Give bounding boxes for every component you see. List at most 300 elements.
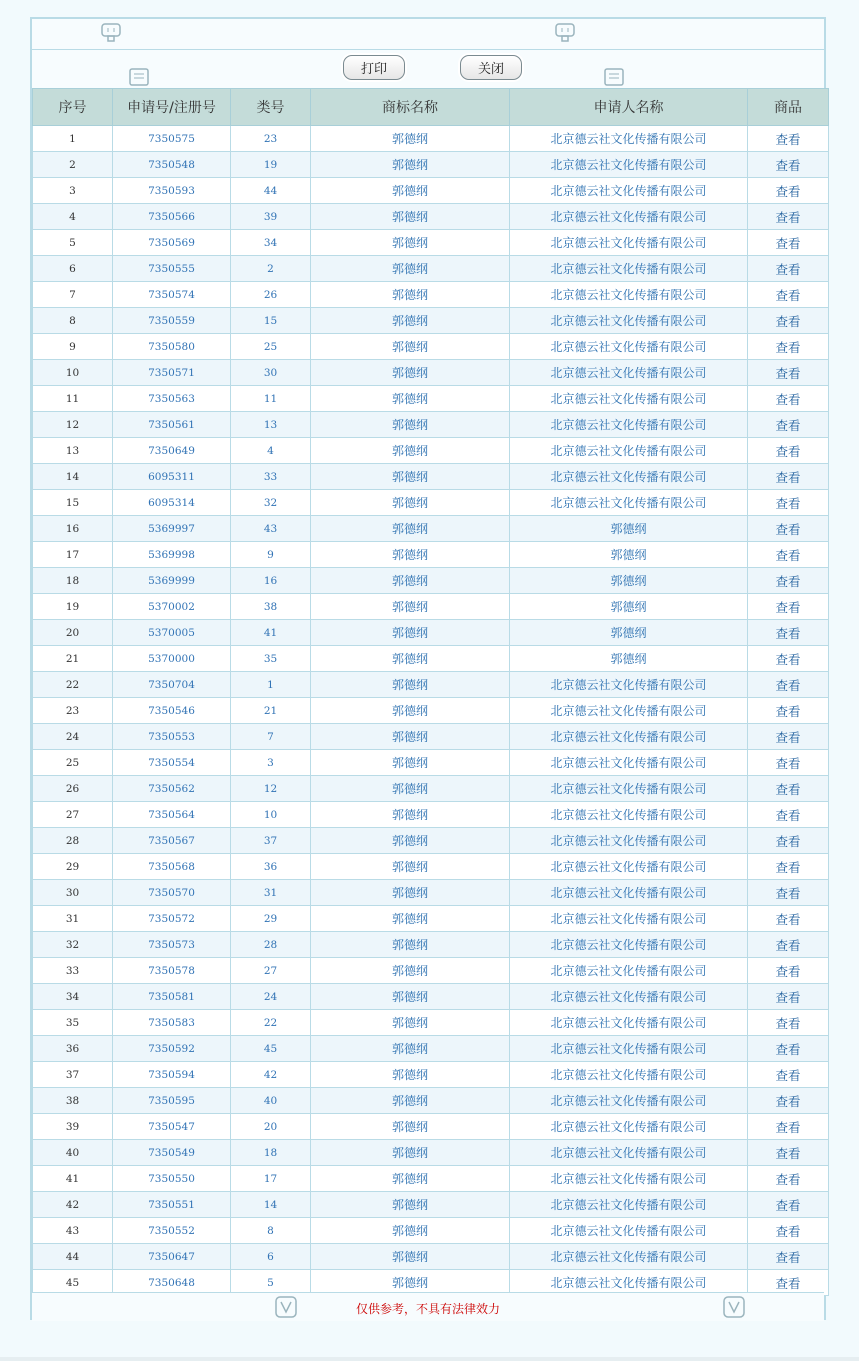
class-number: 25 <box>231 334 311 360</box>
row-index: 37 <box>33 1062 113 1088</box>
decorative-seal-icon <box>100 22 122 42</box>
header-applicant: 申请人名称 <box>510 89 748 126</box>
view-goods-link[interactable]: 查看 <box>748 1036 829 1062</box>
class-number: 26 <box>231 282 311 308</box>
applicant-name-link[interactable]: 郭德纲 <box>510 646 748 672</box>
view-goods-link[interactable]: 查看 <box>748 568 829 594</box>
applicant-name-link[interactable]: 北京德云社文化传播有限公司 <box>510 1062 748 1088</box>
row-index: 36 <box>33 1036 113 1062</box>
view-goods-link[interactable]: 查看 <box>748 542 829 568</box>
view-goods-link[interactable]: 查看 <box>748 152 829 178</box>
table-row <box>33 620 829 646</box>
class-number: 44 <box>231 178 311 204</box>
reg-number-link[interactable]: 7350593 <box>113 178 231 204</box>
reg-number-link[interactable]: 7350647 <box>113 1244 231 1270</box>
table-row <box>33 1140 829 1166</box>
view-goods-link[interactable]: 查看 <box>748 1088 829 1114</box>
result-frame <box>30 17 826 1320</box>
applicant-name-link[interactable]: 北京德云社文化传播有限公司 <box>510 152 748 178</box>
mark-name-link[interactable]: 郭德纲 <box>311 828 510 854</box>
applicant-name-link[interactable]: 北京德云社文化传播有限公司 <box>510 178 748 204</box>
header-reg-no: 申请号/注册号 <box>113 89 231 126</box>
reg-number-link[interactable]: 7350573 <box>113 932 231 958</box>
view-goods-link[interactable]: 查看 <box>748 308 829 334</box>
mark-name-link[interactable]: 郭德纲 <box>311 802 510 828</box>
reg-number-link[interactable]: 7350575 <box>113 126 231 152</box>
class-number: 38 <box>231 594 311 620</box>
table-row <box>33 594 829 620</box>
row-index: 35 <box>33 1010 113 1036</box>
row-index: 45 <box>33 1270 113 1296</box>
reg-number-link[interactable]: 5369999 <box>113 568 231 594</box>
table-row <box>33 802 829 828</box>
mark-name-link[interactable]: 郭德纲 <box>311 1010 510 1036</box>
view-goods-link[interactable]: 查看 <box>748 464 829 490</box>
view-goods-link[interactable]: 查看 <box>748 412 829 438</box>
class-number: 40 <box>231 1088 311 1114</box>
applicant-name-link[interactable]: 北京德云社文化传播有限公司 <box>510 672 748 698</box>
applicant-name-link[interactable]: 北京德云社文化传播有限公司 <box>510 282 748 308</box>
mark-name-link[interactable]: 郭德纲 <box>311 646 510 672</box>
view-goods-link[interactable]: 查看 <box>748 620 829 646</box>
mark-name-link[interactable]: 郭德纲 <box>311 126 510 152</box>
class-number: 18 <box>231 1140 311 1166</box>
view-goods-link[interactable]: 查看 <box>748 802 829 828</box>
applicant-name-link[interactable]: 郭德纲 <box>510 620 748 646</box>
mark-name-link[interactable]: 郭德纲 <box>311 282 510 308</box>
table-row <box>33 776 829 802</box>
row-index: 10 <box>33 360 113 386</box>
view-goods-link[interactable]: 查看 <box>748 334 829 360</box>
view-goods-link[interactable]: 查看 <box>748 1244 829 1270</box>
reg-number-link[interactable]: 7350648 <box>113 1270 231 1296</box>
table-row <box>33 490 829 516</box>
reg-number-link[interactable]: 7350550 <box>113 1166 231 1192</box>
view-goods-link[interactable]: 查看 <box>748 282 829 308</box>
applicant-name-link[interactable]: 北京德云社文化传播有限公司 <box>510 1114 748 1140</box>
class-number: 31 <box>231 880 311 906</box>
applicant-name-link[interactable]: 郭德纲 <box>510 568 748 594</box>
table-row <box>33 178 829 204</box>
reg-number-link[interactable]: 7350594 <box>113 1062 231 1088</box>
reg-number-link[interactable]: 7350574 <box>113 282 231 308</box>
view-goods-link[interactable]: 查看 <box>748 958 829 984</box>
reg-number-link[interactable]: 7350564 <box>113 802 231 828</box>
row-index: 1 <box>33 126 113 152</box>
mark-name-link[interactable]: 郭德纲 <box>311 490 510 516</box>
applicant-name-link[interactable]: 北京德云社文化传播有限公司 <box>510 1192 748 1218</box>
reg-number-link[interactable]: 7350649 <box>113 438 231 464</box>
class-number: 4 <box>231 438 311 464</box>
row-index: 4 <box>33 204 113 230</box>
view-goods-link[interactable]: 查看 <box>748 360 829 386</box>
class-number: 12 <box>231 776 311 802</box>
reg-number-link[interactable]: 7350559 <box>113 308 231 334</box>
reg-number-link[interactable]: 6095311 <box>113 464 231 490</box>
table-row <box>33 204 829 230</box>
reg-number-link[interactable]: 6095314 <box>113 490 231 516</box>
reg-number-link[interactable]: 7350704 <box>113 672 231 698</box>
mark-name-link[interactable]: 郭德纲 <box>311 620 510 646</box>
reg-number-link[interactable]: 7350578 <box>113 958 231 984</box>
applicant-name-link[interactable]: 北京德云社文化传播有限公司 <box>510 464 748 490</box>
applicant-name-link[interactable]: 北京德云社文化传播有限公司 <box>510 1218 748 1244</box>
view-goods-link[interactable]: 查看 <box>748 516 829 542</box>
table-row <box>33 1088 829 1114</box>
row-index: 18 <box>33 568 113 594</box>
footer-strip <box>32 1292 824 1321</box>
view-goods-link[interactable]: 查看 <box>748 828 829 854</box>
reg-number-link[interactable]: 7350549 <box>113 1140 231 1166</box>
decorative-seal-icon <box>722 1295 746 1319</box>
class-number: 2 <box>231 256 311 282</box>
mark-name-link[interactable]: 郭德纲 <box>311 204 510 230</box>
class-number: 5 <box>231 1270 311 1296</box>
row-index: 33 <box>33 958 113 984</box>
close-button[interactable]: 关闭 <box>460 55 522 80</box>
mark-name-link[interactable]: 郭德纲 <box>311 1062 510 1088</box>
mark-name-link[interactable]: 郭德纲 <box>311 386 510 412</box>
row-index: 11 <box>33 386 113 412</box>
table-row <box>33 360 829 386</box>
table-row <box>33 542 829 568</box>
view-goods-link[interactable]: 查看 <box>748 880 829 906</box>
applicant-name-link[interactable]: 北京德云社文化传播有限公司 <box>510 256 748 282</box>
table-row <box>33 126 829 152</box>
row-index: 23 <box>33 698 113 724</box>
view-goods-link[interactable]: 查看 <box>748 1270 829 1296</box>
mark-name-link[interactable]: 郭德纲 <box>311 256 510 282</box>
view-goods-link[interactable]: 查看 <box>748 204 829 230</box>
mark-name-link[interactable]: 郭德纲 <box>311 1218 510 1244</box>
applicant-name-link[interactable]: 郭德纲 <box>510 594 748 620</box>
view-goods-link[interactable]: 查看 <box>748 178 829 204</box>
reg-number-link[interactable]: 7350566 <box>113 204 231 230</box>
row-index: 15 <box>33 490 113 516</box>
row-index: 17 <box>33 542 113 568</box>
mark-name-link[interactable]: 郭德纲 <box>311 932 510 958</box>
mark-name-link[interactable]: 郭德纲 <box>311 334 510 360</box>
mark-name-link[interactable]: 郭德纲 <box>311 178 510 204</box>
class-number: 19 <box>231 152 311 178</box>
table-row <box>33 1166 829 1192</box>
mark-name-link[interactable]: 郭德纲 <box>311 594 510 620</box>
applicant-name-link[interactable]: 北京德云社文化传播有限公司 <box>510 906 748 932</box>
mark-name-link[interactable]: 郭德纲 <box>311 1166 510 1192</box>
row-index: 20 <box>33 620 113 646</box>
table-row <box>33 1036 829 1062</box>
class-number: 9 <box>231 542 311 568</box>
applicant-name-link[interactable]: 北京德云社文化传播有限公司 <box>510 204 748 230</box>
reg-number-link[interactable]: 7350569 <box>113 230 231 256</box>
table-row <box>33 646 829 672</box>
class-number: 14 <box>231 1192 311 1218</box>
row-index: 38 <box>33 1088 113 1114</box>
view-goods-link[interactable]: 查看 <box>748 1140 829 1166</box>
view-goods-link[interactable]: 查看 <box>748 854 829 880</box>
reg-number-link[interactable]: 7350572 <box>113 906 231 932</box>
mark-name-link[interactable]: 郭德纲 <box>311 1244 510 1270</box>
row-index: 29 <box>33 854 113 880</box>
class-number: 11 <box>231 386 311 412</box>
applicant-name-link[interactable]: 郭德纲 <box>510 516 748 542</box>
mark-name-link[interactable]: 郭德纲 <box>311 1036 510 1062</box>
applicant-name-link[interactable]: 北京德云社文化传播有限公司 <box>510 724 748 750</box>
applicant-name-link[interactable]: 北京德云社文化传播有限公司 <box>510 230 748 256</box>
mark-name-link[interactable]: 郭德纲 <box>311 412 510 438</box>
applicant-name-link[interactable]: 北京德云社文化传播有限公司 <box>510 1036 748 1062</box>
reg-number-link[interactable]: 7350555 <box>113 256 231 282</box>
view-goods-link[interactable]: 查看 <box>748 1114 829 1140</box>
applicant-name-link[interactable]: 北京德云社文化传播有限公司 <box>510 854 748 880</box>
applicant-name-link[interactable]: 北京德云社文化传播有限公司 <box>510 1140 748 1166</box>
row-index: 26 <box>33 776 113 802</box>
applicant-name-link[interactable]: 北京德云社文化传播有限公司 <box>510 880 748 906</box>
view-goods-link[interactable]: 查看 <box>748 386 829 412</box>
class-number: 34 <box>231 230 311 256</box>
reg-number-link[interactable]: 5369998 <box>113 542 231 568</box>
class-number: 23 <box>231 126 311 152</box>
class-number: 41 <box>231 620 311 646</box>
applicant-name-link[interactable]: 北京德云社文化传播有限公司 <box>510 1010 748 1036</box>
view-goods-link[interactable]: 查看 <box>748 1166 829 1192</box>
applicant-name-link[interactable]: 北京德云社文化传播有限公司 <box>510 334 748 360</box>
reg-number-link[interactable]: 7350547 <box>113 1114 231 1140</box>
mark-name-link[interactable]: 郭德纲 <box>311 1270 510 1296</box>
view-goods-link[interactable]: 查看 <box>748 698 829 724</box>
row-index: 12 <box>33 412 113 438</box>
class-number: 22 <box>231 1010 311 1036</box>
applicant-name-link[interactable]: 北京德云社文化传播有限公司 <box>510 438 748 464</box>
applicant-name-link[interactable]: 北京德云社文化传播有限公司 <box>510 932 748 958</box>
applicant-name-link[interactable]: 北京德云社文化传播有限公司 <box>510 776 748 802</box>
reg-number-link[interactable]: 7350562 <box>113 776 231 802</box>
applicant-name-link[interactable]: 北京德云社文化传播有限公司 <box>510 698 748 724</box>
row-index: 7 <box>33 282 113 308</box>
reg-number-link[interactable]: 7350568 <box>113 854 231 880</box>
view-goods-link[interactable]: 查看 <box>748 984 829 1010</box>
applicant-name-link[interactable]: 北京德云社文化传播有限公司 <box>510 490 748 516</box>
mark-name-link[interactable]: 郭德纲 <box>311 152 510 178</box>
applicant-name-link[interactable]: 北京德云社文化传播有限公司 <box>510 958 748 984</box>
reg-number-link[interactable]: 7350571 <box>113 360 231 386</box>
mark-name-link[interactable]: 郭德纲 <box>311 542 510 568</box>
mark-name-link[interactable]: 郭德纲 <box>311 906 510 932</box>
mark-name-link[interactable]: 郭德纲 <box>311 464 510 490</box>
mark-name-link[interactable]: 郭德纲 <box>311 516 510 542</box>
table-row <box>33 334 829 360</box>
view-goods-link[interactable]: 查看 <box>748 724 829 750</box>
class-number: 7 <box>231 724 311 750</box>
applicant-name-link[interactable]: 北京德云社文化传播有限公司 <box>510 828 748 854</box>
applicant-name-link[interactable]: 北京德云社文化传播有限公司 <box>510 1088 748 1114</box>
mark-name-link[interactable]: 郭德纲 <box>311 230 510 256</box>
view-goods-link[interactable]: 查看 <box>748 750 829 776</box>
view-goods-link[interactable]: 查看 <box>748 594 829 620</box>
reg-number-link[interactable]: 7350570 <box>113 880 231 906</box>
applicant-name-link[interactable]: 北京德云社文化传播有限公司 <box>510 412 748 438</box>
table-row <box>33 958 829 984</box>
applicant-name-link[interactable]: 北京德云社文化传播有限公司 <box>510 1270 748 1296</box>
class-number: 6 <box>231 1244 311 1270</box>
applicant-name-link[interactable]: 北京德云社文化传播有限公司 <box>510 750 748 776</box>
table-row <box>33 1244 829 1270</box>
mark-name-link[interactable]: 郭德纲 <box>311 724 510 750</box>
row-index: 3 <box>33 178 113 204</box>
reg-number-link[interactable]: 7350546 <box>113 698 231 724</box>
header-mark-name: 商标名称 <box>311 89 510 126</box>
view-goods-link[interactable]: 查看 <box>748 906 829 932</box>
applicant-name-link[interactable]: 北京德云社文化传播有限公司 <box>510 360 748 386</box>
row-index: 42 <box>33 1192 113 1218</box>
applicant-name-link[interactable]: 北京德云社文化传播有限公司 <box>510 126 748 152</box>
reg-number-link[interactable]: 7350551 <box>113 1192 231 1218</box>
view-goods-link[interactable]: 查看 <box>748 1062 829 1088</box>
row-index: 9 <box>33 334 113 360</box>
class-number: 30 <box>231 360 311 386</box>
row-index: 16 <box>33 516 113 542</box>
mark-name-link[interactable]: 郭德纲 <box>311 698 510 724</box>
mark-name-link[interactable]: 郭德纲 <box>311 958 510 984</box>
class-number: 8 <box>231 1218 311 1244</box>
view-goods-link[interactable]: 查看 <box>748 256 829 282</box>
class-number: 35 <box>231 646 311 672</box>
view-goods-link[interactable]: 查看 <box>748 672 829 698</box>
reg-number-link[interactable]: 7350561 <box>113 412 231 438</box>
class-number: 29 <box>231 906 311 932</box>
reg-number-link[interactable]: 7350548 <box>113 152 231 178</box>
row-index: 5 <box>33 230 113 256</box>
table-row <box>33 256 829 282</box>
reg-number-link[interactable]: 7350563 <box>113 386 231 412</box>
mark-name-link[interactable]: 郭德纲 <box>311 360 510 386</box>
header-class: 类号 <box>231 89 311 126</box>
applicant-name-link[interactable]: 北京德云社文化传播有限公司 <box>510 1166 748 1192</box>
view-goods-link[interactable]: 查看 <box>748 932 829 958</box>
mark-name-link[interactable]: 郭德纲 <box>311 672 510 698</box>
mark-name-link[interactable]: 郭德纲 <box>311 1114 510 1140</box>
reg-number-link[interactable]: 5369997 <box>113 516 231 542</box>
disclaimer-text: 仅供参考，不具有法律效力 <box>355 1302 500 1316</box>
view-goods-link[interactable]: 查看 <box>748 1010 829 1036</box>
mark-name-link[interactable]: 郭德纲 <box>311 308 510 334</box>
applicant-name-link[interactable]: 北京德云社文化传播有限公司 <box>510 1244 748 1270</box>
view-goods-link[interactable]: 查看 <box>748 646 829 672</box>
reg-number-link[interactable]: 5370002 <box>113 594 231 620</box>
applicant-name-link[interactable]: 北京德云社文化传播有限公司 <box>510 308 748 334</box>
decorative-seal-icon <box>603 67 625 87</box>
row-index: 31 <box>33 906 113 932</box>
view-goods-link[interactable]: 查看 <box>748 1218 829 1244</box>
class-number: 27 <box>231 958 311 984</box>
reg-number-link[interactable]: 7350567 <box>113 828 231 854</box>
mark-name-link[interactable]: 郭德纲 <box>311 1140 510 1166</box>
row-index: 41 <box>33 1166 113 1192</box>
reg-number-link[interactable]: 5370005 <box>113 620 231 646</box>
table-row <box>33 1192 829 1218</box>
decorative-seal-icon <box>554 22 576 42</box>
class-number: 33 <box>231 464 311 490</box>
row-index: 21 <box>33 646 113 672</box>
view-goods-link[interactable]: 查看 <box>748 438 829 464</box>
applicant-name-link[interactable]: 北京德云社文化传播有限公司 <box>510 802 748 828</box>
row-index: 8 <box>33 308 113 334</box>
table-row <box>33 984 829 1010</box>
mark-name-link[interactable]: 郭德纲 <box>311 984 510 1010</box>
table-header-row <box>33 89 829 126</box>
table-row <box>33 906 829 932</box>
reg-number-link[interactable]: 7350580 <box>113 334 231 360</box>
row-index: 13 <box>33 438 113 464</box>
view-goods-link[interactable]: 查看 <box>748 230 829 256</box>
class-number: 15 <box>231 308 311 334</box>
table-row <box>33 152 829 178</box>
view-goods-link[interactable]: 查看 <box>748 490 829 516</box>
class-number: 24 <box>231 984 311 1010</box>
table-row <box>33 724 829 750</box>
reg-number-link[interactable]: 5370000 <box>113 646 231 672</box>
reg-number-link[interactable]: 7350583 <box>113 1010 231 1036</box>
view-goods-link[interactable]: 查看 <box>748 126 829 152</box>
mark-name-link[interactable]: 郭德纲 <box>311 750 510 776</box>
row-index: 27 <box>33 802 113 828</box>
view-goods-link[interactable]: 查看 <box>748 776 829 802</box>
table-row <box>33 568 829 594</box>
table-row <box>33 516 829 542</box>
reg-number-link[interactable]: 7350554 <box>113 750 231 776</box>
print-button[interactable]: 打印 <box>343 55 405 80</box>
row-index: 2 <box>33 152 113 178</box>
mark-name-link[interactable]: 郭德纲 <box>311 438 510 464</box>
class-number: 20 <box>231 1114 311 1140</box>
mark-name-link[interactable]: 郭德纲 <box>311 854 510 880</box>
table-row <box>33 282 829 308</box>
reg-number-link[interactable]: 7350552 <box>113 1218 231 1244</box>
view-goods-link[interactable]: 查看 <box>748 1192 829 1218</box>
table-row <box>33 308 829 334</box>
row-index: 39 <box>33 1114 113 1140</box>
row-index: 30 <box>33 880 113 906</box>
mark-name-link[interactable]: 郭德纲 <box>311 1192 510 1218</box>
table-row <box>33 828 829 854</box>
mark-name-link[interactable]: 郭德纲 <box>311 568 510 594</box>
applicant-name-link[interactable]: 北京德云社文化传播有限公司 <box>510 386 748 412</box>
mark-name-link[interactable]: 郭德纲 <box>311 880 510 906</box>
class-number: 13 <box>231 412 311 438</box>
class-number: 28 <box>231 932 311 958</box>
row-index: 44 <box>33 1244 113 1270</box>
table-row <box>33 230 829 256</box>
mark-name-link[interactable]: 郭德纲 <box>311 776 510 802</box>
reg-number-link[interactable]: 7350553 <box>113 724 231 750</box>
applicant-name-link[interactable]: 北京德云社文化传播有限公司 <box>510 984 748 1010</box>
reg-number-link[interactable]: 7350581 <box>113 984 231 1010</box>
row-index: 43 <box>33 1218 113 1244</box>
applicant-name-link[interactable]: 郭德纲 <box>510 542 748 568</box>
class-number: 32 <box>231 490 311 516</box>
class-number: 16 <box>231 568 311 594</box>
page-bottom-rule <box>0 1357 859 1361</box>
reg-number-link[interactable]: 7350595 <box>113 1088 231 1114</box>
reg-number-link[interactable]: 7350592 <box>113 1036 231 1062</box>
header-goods: 商品 <box>748 89 829 126</box>
row-index: 25 <box>33 750 113 776</box>
mark-name-link[interactable]: 郭德纲 <box>311 1088 510 1114</box>
row-index: 19 <box>33 594 113 620</box>
row-index: 40 <box>33 1140 113 1166</box>
table-row <box>33 880 829 906</box>
table-row <box>33 1218 829 1244</box>
